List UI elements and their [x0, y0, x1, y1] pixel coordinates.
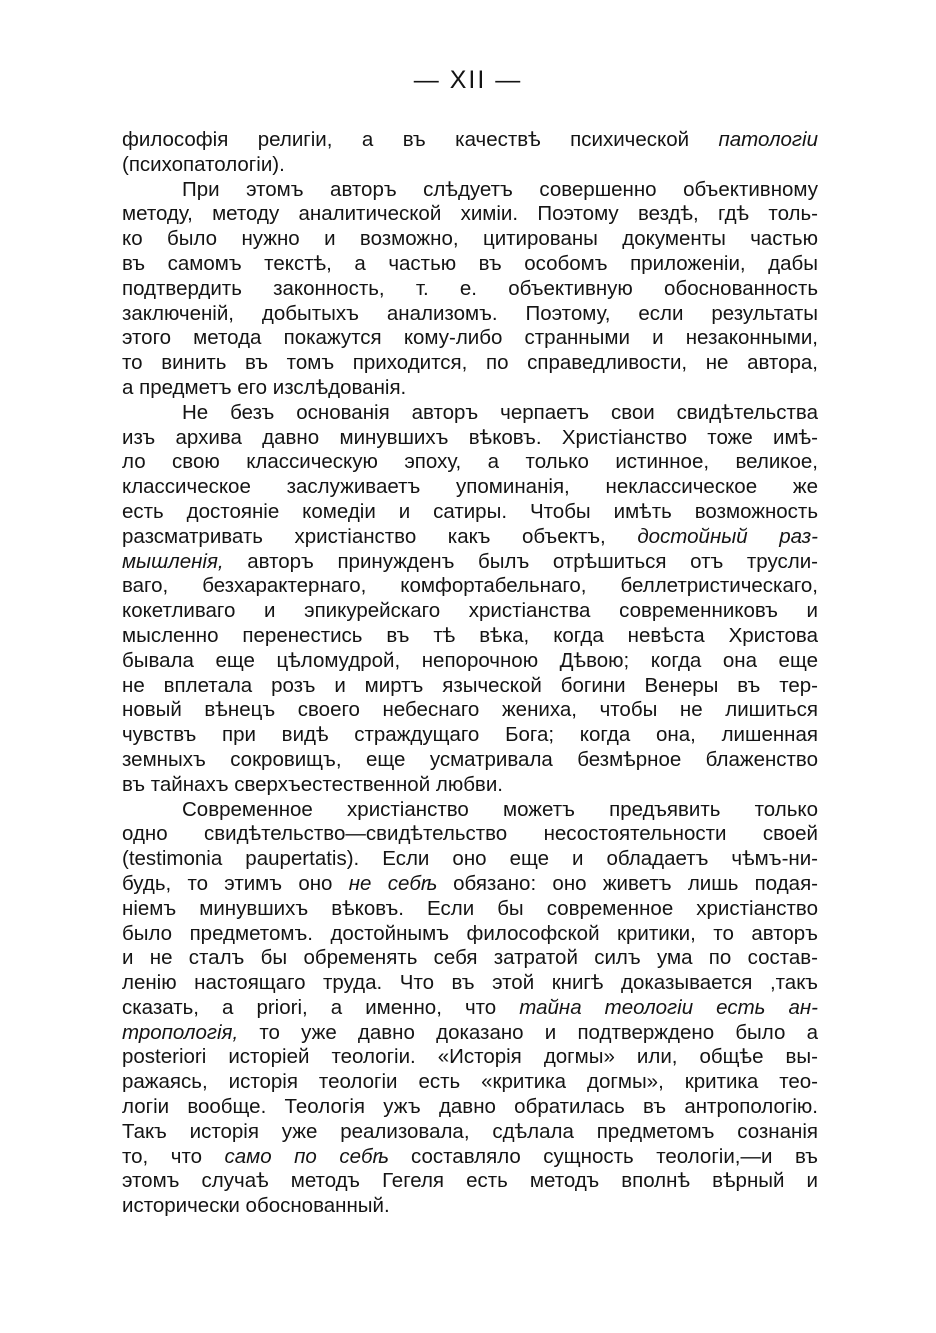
text-segment: заключеній, добытыхъ анализомъ. Поэтому, если результаты — [122, 301, 818, 325]
text-segment: методу, методу аналитической химіи. Поэтому вездѣ, гдѣ толь- — [122, 202, 818, 226]
italic-text: тайна теологіи есть ан- — [519, 995, 818, 1019]
text-segment: ваго, безхарактернаго, комфортабельнаго, беллетристическаго, — [122, 574, 818, 598]
text-line — [122, 450, 818, 475]
italic-text: достойный раз- — [637, 524, 818, 548]
text-segment: земныхъ сокровищъ, еще усматривала безмѣрное блаженство — [122, 747, 818, 771]
text-segment: то винить въ томъ приходится, по справедливости, не автора, — [122, 351, 818, 375]
text-line — [122, 202, 818, 227]
text-segment: въ самомъ текстѣ, а частью въ особомъ приложеніи, дабы — [122, 251, 818, 275]
text-line — [122, 773, 818, 798]
text-line — [122, 748, 818, 773]
text-segment: posteriori исторіей теологіи. «Исторія догмы» или, общѣе вы- — [122, 1045, 818, 1069]
italic-text: мышленія, — [122, 549, 224, 573]
text-line — [122, 475, 818, 500]
text-segment: ко было нужно и возможно, цитированы документы частью — [122, 227, 818, 251]
text-segment: философія религіи, а въ качествѣ психической — [122, 128, 719, 151]
text-segment: въ тайнахъ сверхъестественной любви. — [122, 772, 503, 796]
text-segment: одно свидѣтельство—свидѣтельство несостоятельности своей — [122, 822, 818, 846]
text-segment: исторически обоснованный. — [122, 1194, 390, 1218]
text-segment: есть достояніе комедіи и сатиры. Чтобы имѣть возможность — [122, 499, 818, 523]
body-text — [122, 128, 818, 1219]
text-segment: будь, то этимъ оно — [122, 871, 349, 895]
text-segment: сказать, a priori, а именно, что — [122, 995, 520, 1019]
text-segment: ло свою классическую эпоху, а только истинное, великое, — [122, 450, 818, 474]
text-segment: не вплетала розъ и миртъ языческой богини Венеры въ тер- — [122, 673, 818, 697]
text-line — [122, 426, 818, 451]
text-line — [122, 351, 818, 376]
text-line — [122, 971, 818, 996]
text-line — [122, 500, 818, 525]
text-line — [122, 698, 818, 723]
text-segment: Такъ исторія уже реализовала, сдѣлала предметомъ сознанія — [122, 1119, 818, 1143]
text-line — [122, 798, 818, 823]
text-line — [122, 996, 818, 1021]
text-line — [122, 153, 818, 178]
text-line — [122, 674, 818, 699]
text-line — [122, 1120, 818, 1145]
text-segment: ражаясь, исторія теологіи есть «критика догмы», критика тео- — [122, 1070, 818, 1094]
text-line — [122, 376, 818, 401]
text-line — [122, 1145, 818, 1170]
text-segment: При этомъ авторъ слѣдуетъ совершенно объективному — [182, 177, 818, 201]
text-segment: ленію настоящаго труда. Что въ этой книгѣ доказывается ,такъ — [122, 971, 818, 995]
text-segment: было предметомъ. достойнымъ философской критики, то авторъ — [122, 921, 818, 945]
text-segment: кокетливаго и эпикурейскаго христіанства современниковъ и — [122, 599, 818, 623]
text-segment: логіи вообще. Теологія ужъ давно обратилась въ антропологію. — [122, 1095, 818, 1119]
page-number-header: — XII — — [413, 66, 523, 94]
paragraph — [122, 798, 818, 1220]
text-segment: Современное христіанство можетъ предъявить только — [182, 797, 818, 821]
text-line — [122, 624, 818, 649]
text-line — [122, 128, 818, 153]
text-line — [122, 525, 818, 550]
text-line — [122, 922, 818, 947]
italic-text: само по себѣ — [224, 1144, 389, 1168]
text-segment: классическое заслуживаетъ упоминанія, неклассическое же — [122, 475, 818, 499]
text-segment: и не сталъ бы обременять себя затратой силъ ума по состав- — [122, 946, 818, 970]
text-line — [122, 227, 818, 252]
text-line — [122, 277, 818, 302]
text-segment: этомъ случаѣ методъ Гегеля есть методъ вполнѣ вѣрный и — [122, 1169, 818, 1193]
text-line — [122, 1021, 818, 1046]
text-segment: ніемъ минувшихъ вѣковъ. Если бы современное христіанство — [122, 896, 818, 920]
text-line — [122, 946, 818, 971]
text-line — [122, 1194, 818, 1219]
text-line — [122, 574, 818, 599]
text-line — [122, 178, 818, 203]
text-line — [122, 897, 818, 922]
text-line — [122, 1070, 818, 1095]
text-segment: а предметъ его изслѣдованія. — [122, 375, 407, 399]
text-segment: то, что — [122, 1144, 225, 1168]
text-segment: мысленно перенестись въ тѣ вѣка, когда невѣста Христова — [122, 623, 818, 647]
text-line — [122, 1045, 818, 1070]
text-line — [122, 649, 818, 674]
text-segment: бывала еще цѣломудрой, непорочною Дѣвою; когда она еще — [122, 648, 818, 672]
text-line — [122, 401, 818, 426]
text-segment: чувствъ при видѣ страждущаго Бога; когда она, лишенная — [122, 723, 818, 747]
text-segment: авторъ принужденъ былъ отрѣшиться отъ трусли- — [223, 549, 818, 573]
italic-text: не себѣ — [348, 871, 437, 895]
italic-text: патологіи — [718, 128, 818, 151]
text-segment: изъ архива давно минувшихъ вѣковъ. Христіанство тоже имѣ- — [122, 425, 818, 449]
paragraph — [122, 128, 818, 178]
text-line — [122, 1169, 818, 1194]
text-line — [122, 252, 818, 277]
text-line — [122, 599, 818, 624]
text-segment: разсматривать христіанство какъ объектъ, — [122, 524, 638, 548]
text-segment: то уже давно доказано и подтверждено было a — [238, 1020, 818, 1044]
text-segment: (психопатологіи). — [122, 152, 285, 176]
text-line — [122, 302, 818, 327]
text-segment: обязано: оно живетъ лишь подая- — [436, 871, 818, 895]
text-segment: подтвердить законность, т. е. объективную обоснованность — [122, 276, 818, 300]
text-segment: этого метода покажутся кому-либо странными и незаконными, — [122, 326, 818, 350]
text-segment: (testimonia paupertatis). Если оно еще и обладаетъ чѣмъ-ни- — [122, 847, 818, 871]
text-segment: Не безъ основанія авторъ черпаетъ свои свидѣтельства — [182, 400, 818, 424]
text-line — [122, 872, 818, 897]
text-segment: новый вѣнецъ своего небеснаго жениха, чтобы не лишиться — [122, 698, 818, 722]
text-line — [122, 1095, 818, 1120]
text-line — [122, 822, 818, 847]
text-line — [122, 550, 818, 575]
text-line — [122, 723, 818, 748]
text-line — [122, 326, 818, 351]
text-segment: составляло сущность теологіи,—и въ — [388, 1144, 818, 1168]
italic-text: тропологія, — [122, 1020, 239, 1044]
paragraph — [122, 178, 818, 401]
text-line — [122, 847, 818, 872]
paragraph — [122, 401, 818, 798]
